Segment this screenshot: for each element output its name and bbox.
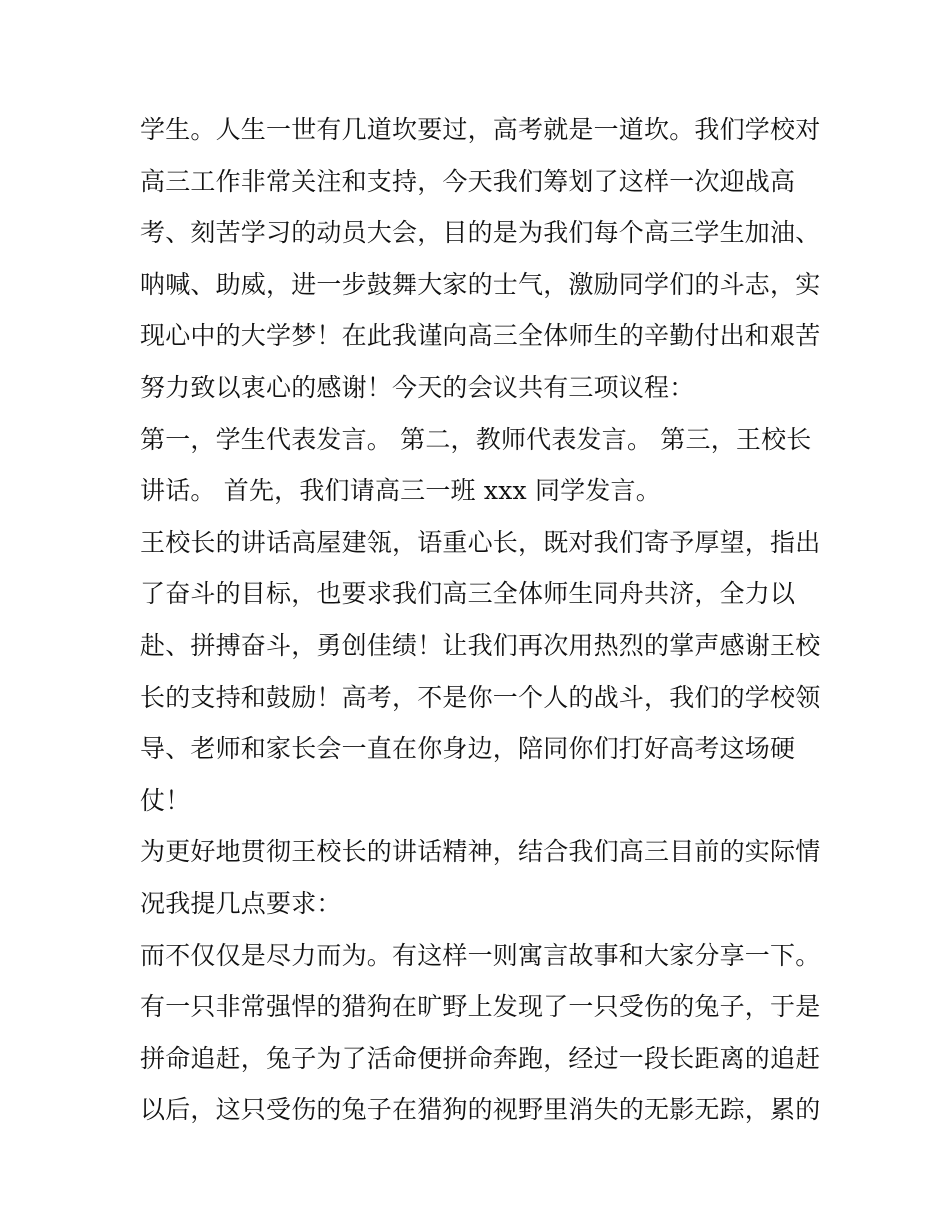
text-line: 学生。人生一世有几道坎要过，高考就是一道坎。我们学校对 xyxy=(140,115,821,144)
document-body xyxy=(140,104,820,1136)
text-line: 以后，这只受伤的兔子在猎狗的视野里消失的无影无踪，累的 xyxy=(140,1095,821,1125)
text-line: 况我提几点要求： xyxy=(140,888,342,918)
text-line: 仗！ xyxy=(140,785,191,815)
text-line: 了奋斗的目标，也要求我们高三全体师生同舟共济，全力以 xyxy=(140,579,796,609)
text-line: 长的支持和鼓励！高考，不是你一个人的战斗，我们的学校领 xyxy=(140,682,821,712)
text-line: 现心中的大学梦！在此我谨向高三全体师生的辛勤付出和艰苦 xyxy=(140,321,821,351)
text-line: 努力致以衷心的感谢！今天的会议共有三项议程： xyxy=(140,372,695,402)
text-line: 王校长的讲话高屋建瓴，语重心长，既对我们寄予厚望，指出 xyxy=(140,527,821,557)
text-line: 考、刻苦学习的动员大会，目的是为我们每个高三学生加油、 xyxy=(140,218,821,248)
text-line: 有一只非常强悍的猎狗在旷野上发现了一只受伤的兔子，于是 xyxy=(140,992,821,1022)
text-line: 为更好地贯彻王校长的讲话精神，结合我们高三目前的实际情 xyxy=(140,837,821,867)
text-line: 呐喊、助威，进一步鼓舞大家的士气，激励同学们的斗志，实 xyxy=(140,269,821,299)
text-line: 导、老师和家长会一直在你身边，陪同你们打好高考这场硬 xyxy=(140,734,796,764)
text-line: 讲话。 首先，我们请高三一班 xxx 同学发言。 xyxy=(140,476,661,506)
text-line: 拼命追赶，兔子为了活命便拼命奔跑，经过一段长距离的追赶 xyxy=(140,1043,821,1073)
text-line: 赴、拼搏奋斗，勇创佳绩！让我们再次用热烈的掌声感谢王校 xyxy=(140,630,821,660)
text-line: 而不仅仅是尽力而为。有这样一则寓言故事和大家分享一下。 xyxy=(140,940,821,970)
text-line: 第一，学生代表发言。 第二，教师代表发言。 第三，王校长 xyxy=(140,424,812,454)
text-line: 高三工作非常关注和支持，今天我们筹划了这样一次迎战高 xyxy=(140,166,796,196)
